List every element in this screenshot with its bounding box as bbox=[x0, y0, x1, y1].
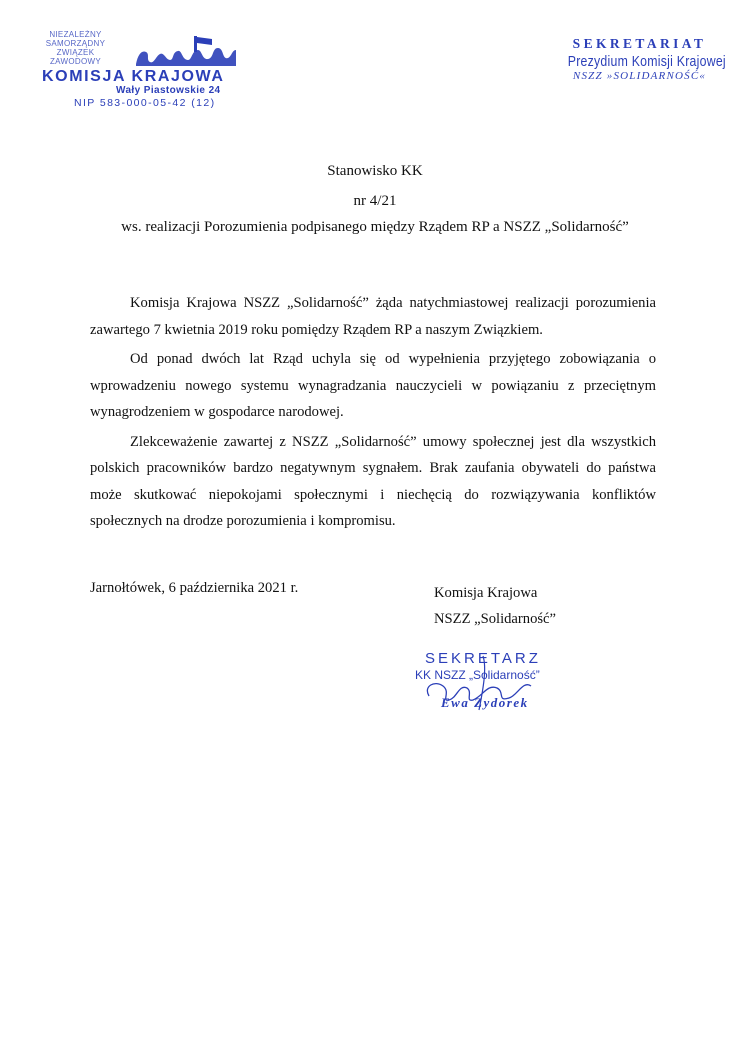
union-stamp-nip: NIP 583-000-05-42 (12) bbox=[74, 97, 216, 109]
secretariat-stamp-org: NSZZ »SOLIDARNOŚĆ« bbox=[572, 70, 707, 82]
union-stamp-org: KOMISJA KRAJOWA bbox=[42, 68, 225, 85]
body-paragraph: Komisja Krajowa NSZZ „Solidarność” żąda natychmiastowej realizacji porozumienia zawartego 7 kwietnia 2019 roku pomiędzy Rządem RP a naszym Związkiem. bbox=[90, 295, 656, 338]
union-stamp-line: NIEZALEŻNY bbox=[49, 30, 102, 39]
solidarnosc-logo-icon bbox=[132, 34, 242, 70]
body-paragraph: Zlekceważenie zawartej z NSZZ „Solidarność” umowy społecznej jest dla wszystkich polskich pracowników bardzo negatywnym sygnałem. Brak zaufania obywateli do państwa może skutkować niepokojami społecznymi i niechęcią do rozwiązywania konfliktów społecznych na drodze porozumienia i kompromisu. bbox=[90, 433, 656, 529]
place-and-date: Jarnołtówek, 6 października 2021 r. bbox=[90, 580, 299, 596]
signer-block bbox=[434, 580, 556, 632]
signer-org: Komisja Krajowa bbox=[434, 585, 538, 601]
handwritten-signature-icon bbox=[413, 650, 583, 730]
union-stamp-line: SAMORZĄDNY bbox=[45, 39, 106, 48]
secretariat-stamp-title: SEKRETARIAT bbox=[572, 36, 707, 51]
signature-stamp-title: SEKRETARZ bbox=[425, 650, 541, 667]
signature-stamp-org: KK NSZZ „Solidarność” bbox=[415, 668, 540, 682]
secretariat-stamp-body: Prezydium Komisji Krajowej bbox=[567, 53, 726, 70]
document-subject: ws. realizacji Porozumienia podpisanego między Rządem RP a NSZZ „Solidarność” bbox=[121, 219, 629, 235]
union-stamp-line: ZWIĄZEK bbox=[56, 48, 95, 57]
signature-stamp-name: Ewa Zydorek bbox=[441, 695, 529, 710]
secretariat-stamp bbox=[552, 36, 727, 82]
union-stamp-small-text bbox=[28, 30, 123, 66]
document-body bbox=[90, 290, 656, 538]
signature-stamp bbox=[413, 650, 583, 730]
document-title: Stanowisko KK bbox=[327, 163, 423, 179]
document-number: nr 4/21 bbox=[353, 193, 397, 209]
union-stamp bbox=[28, 30, 243, 115]
union-stamp-line: ZAWODOWY bbox=[50, 57, 101, 66]
union-stamp-address: Wały Piastowskie 24 bbox=[116, 85, 221, 96]
signer-union: NSZZ „Solidarność” bbox=[434, 611, 556, 627]
body-paragraph: Od ponad dwóch lat Rząd uchyla się od wypełnienia przyjętego zobowiązania o wprowadzeniu nowego systemu wynagradzania nauczycieli w powiązaniu z przeciętnym wynagrodzeniem w gospodarce narodowej. bbox=[90, 351, 656, 420]
